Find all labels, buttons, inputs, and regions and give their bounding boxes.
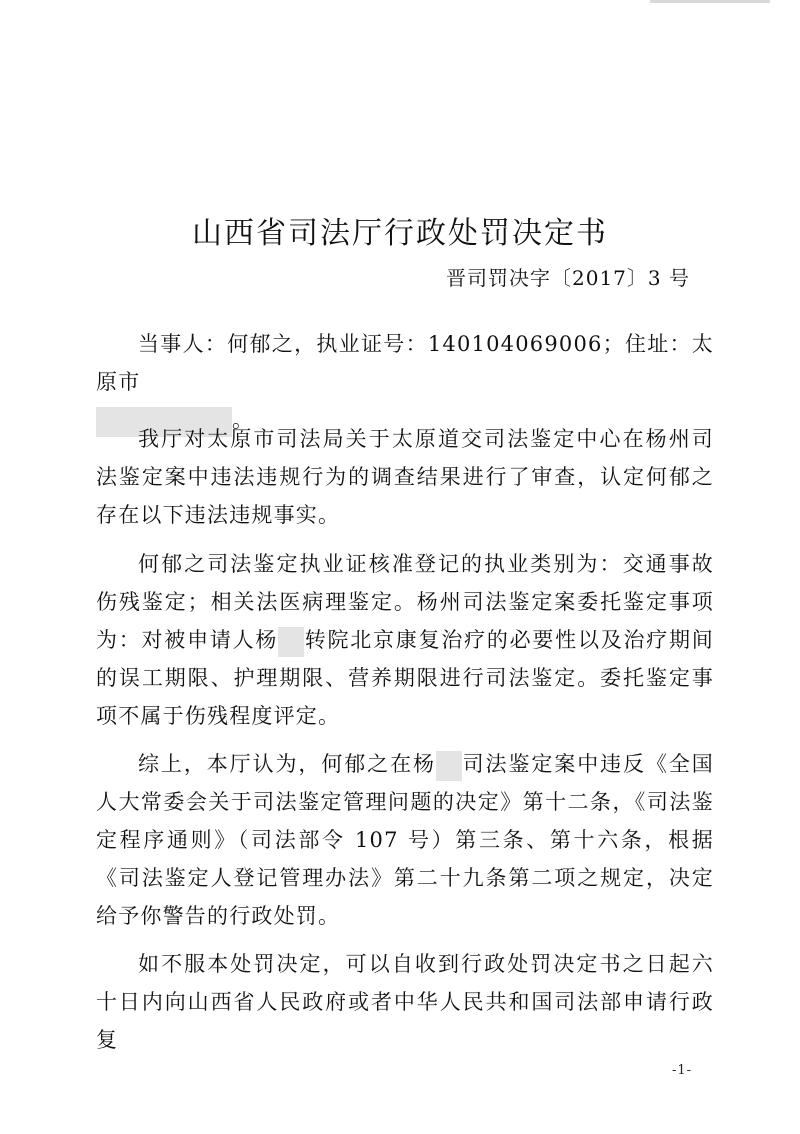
page-edge-mark <box>650 0 770 3</box>
redacted-name <box>436 751 462 781</box>
paragraph-2-part-a: 何郁之司法鉴定执业证核准登记的执业类别为：交通事故伤残鉴定；相关法医病理鉴定。杨州司法鉴定案委托鉴定事项为：对被申请人杨 <box>96 552 714 652</box>
paragraph-appeal <box>96 945 714 1059</box>
document-title: 山西省司法厅行政处罚决定书 <box>192 216 608 251</box>
page-number: -1- <box>672 1063 693 1078</box>
paragraph-1: 我厅对太原市司法局关于太原道交司法鉴定中心在杨州司法鉴定案中违法违规行为的调查结果进行了审查，认定何郁之存在以下违法违规事实。 <box>96 427 714 527</box>
party-line-end: 。 <box>232 408 255 432</box>
redacted-name <box>278 627 304 657</box>
paragraph-decision <box>96 745 714 935</box>
party-line: 当事人：何郁之，执业证号：140104069006；住址：太原市 <box>96 332 714 394</box>
paragraph-3 <box>96 745 714 935</box>
paragraph-3-part-b: 司法鉴定案中违反《全国人大常委会关于司法鉴定管理问题的决定》第十二条，《司法鉴定程序通则》（司法部令 107 号）第三条、第十六条，根据《司法鉴定人登记管理办法》第二十九条第二项之规定，决定给予你警告的行政处罚。 <box>96 752 714 928</box>
paragraph-4: 如不服本处罚决定，可以自收到行政处罚决定书之日起六十日内向山西省人民政府或者中华人民共和国司法部申请行政复 <box>96 952 714 1052</box>
paragraph-2-part-b: 转院北京康复治疗的必要性以及治疗期间的误工期限、护理期限、营养期限进行司法鉴定。委托鉴定事项不属于伤残程度评定。 <box>96 628 714 728</box>
paragraph-2 <box>96 545 714 735</box>
paragraph-3-part-a: 综上，本厅认为，何郁之在杨 <box>138 752 436 776</box>
document-number: 晋司罚决字〔2017〕3 号 <box>446 266 690 290</box>
paragraph-facts <box>96 545 714 735</box>
paragraph-review <box>96 420 714 534</box>
